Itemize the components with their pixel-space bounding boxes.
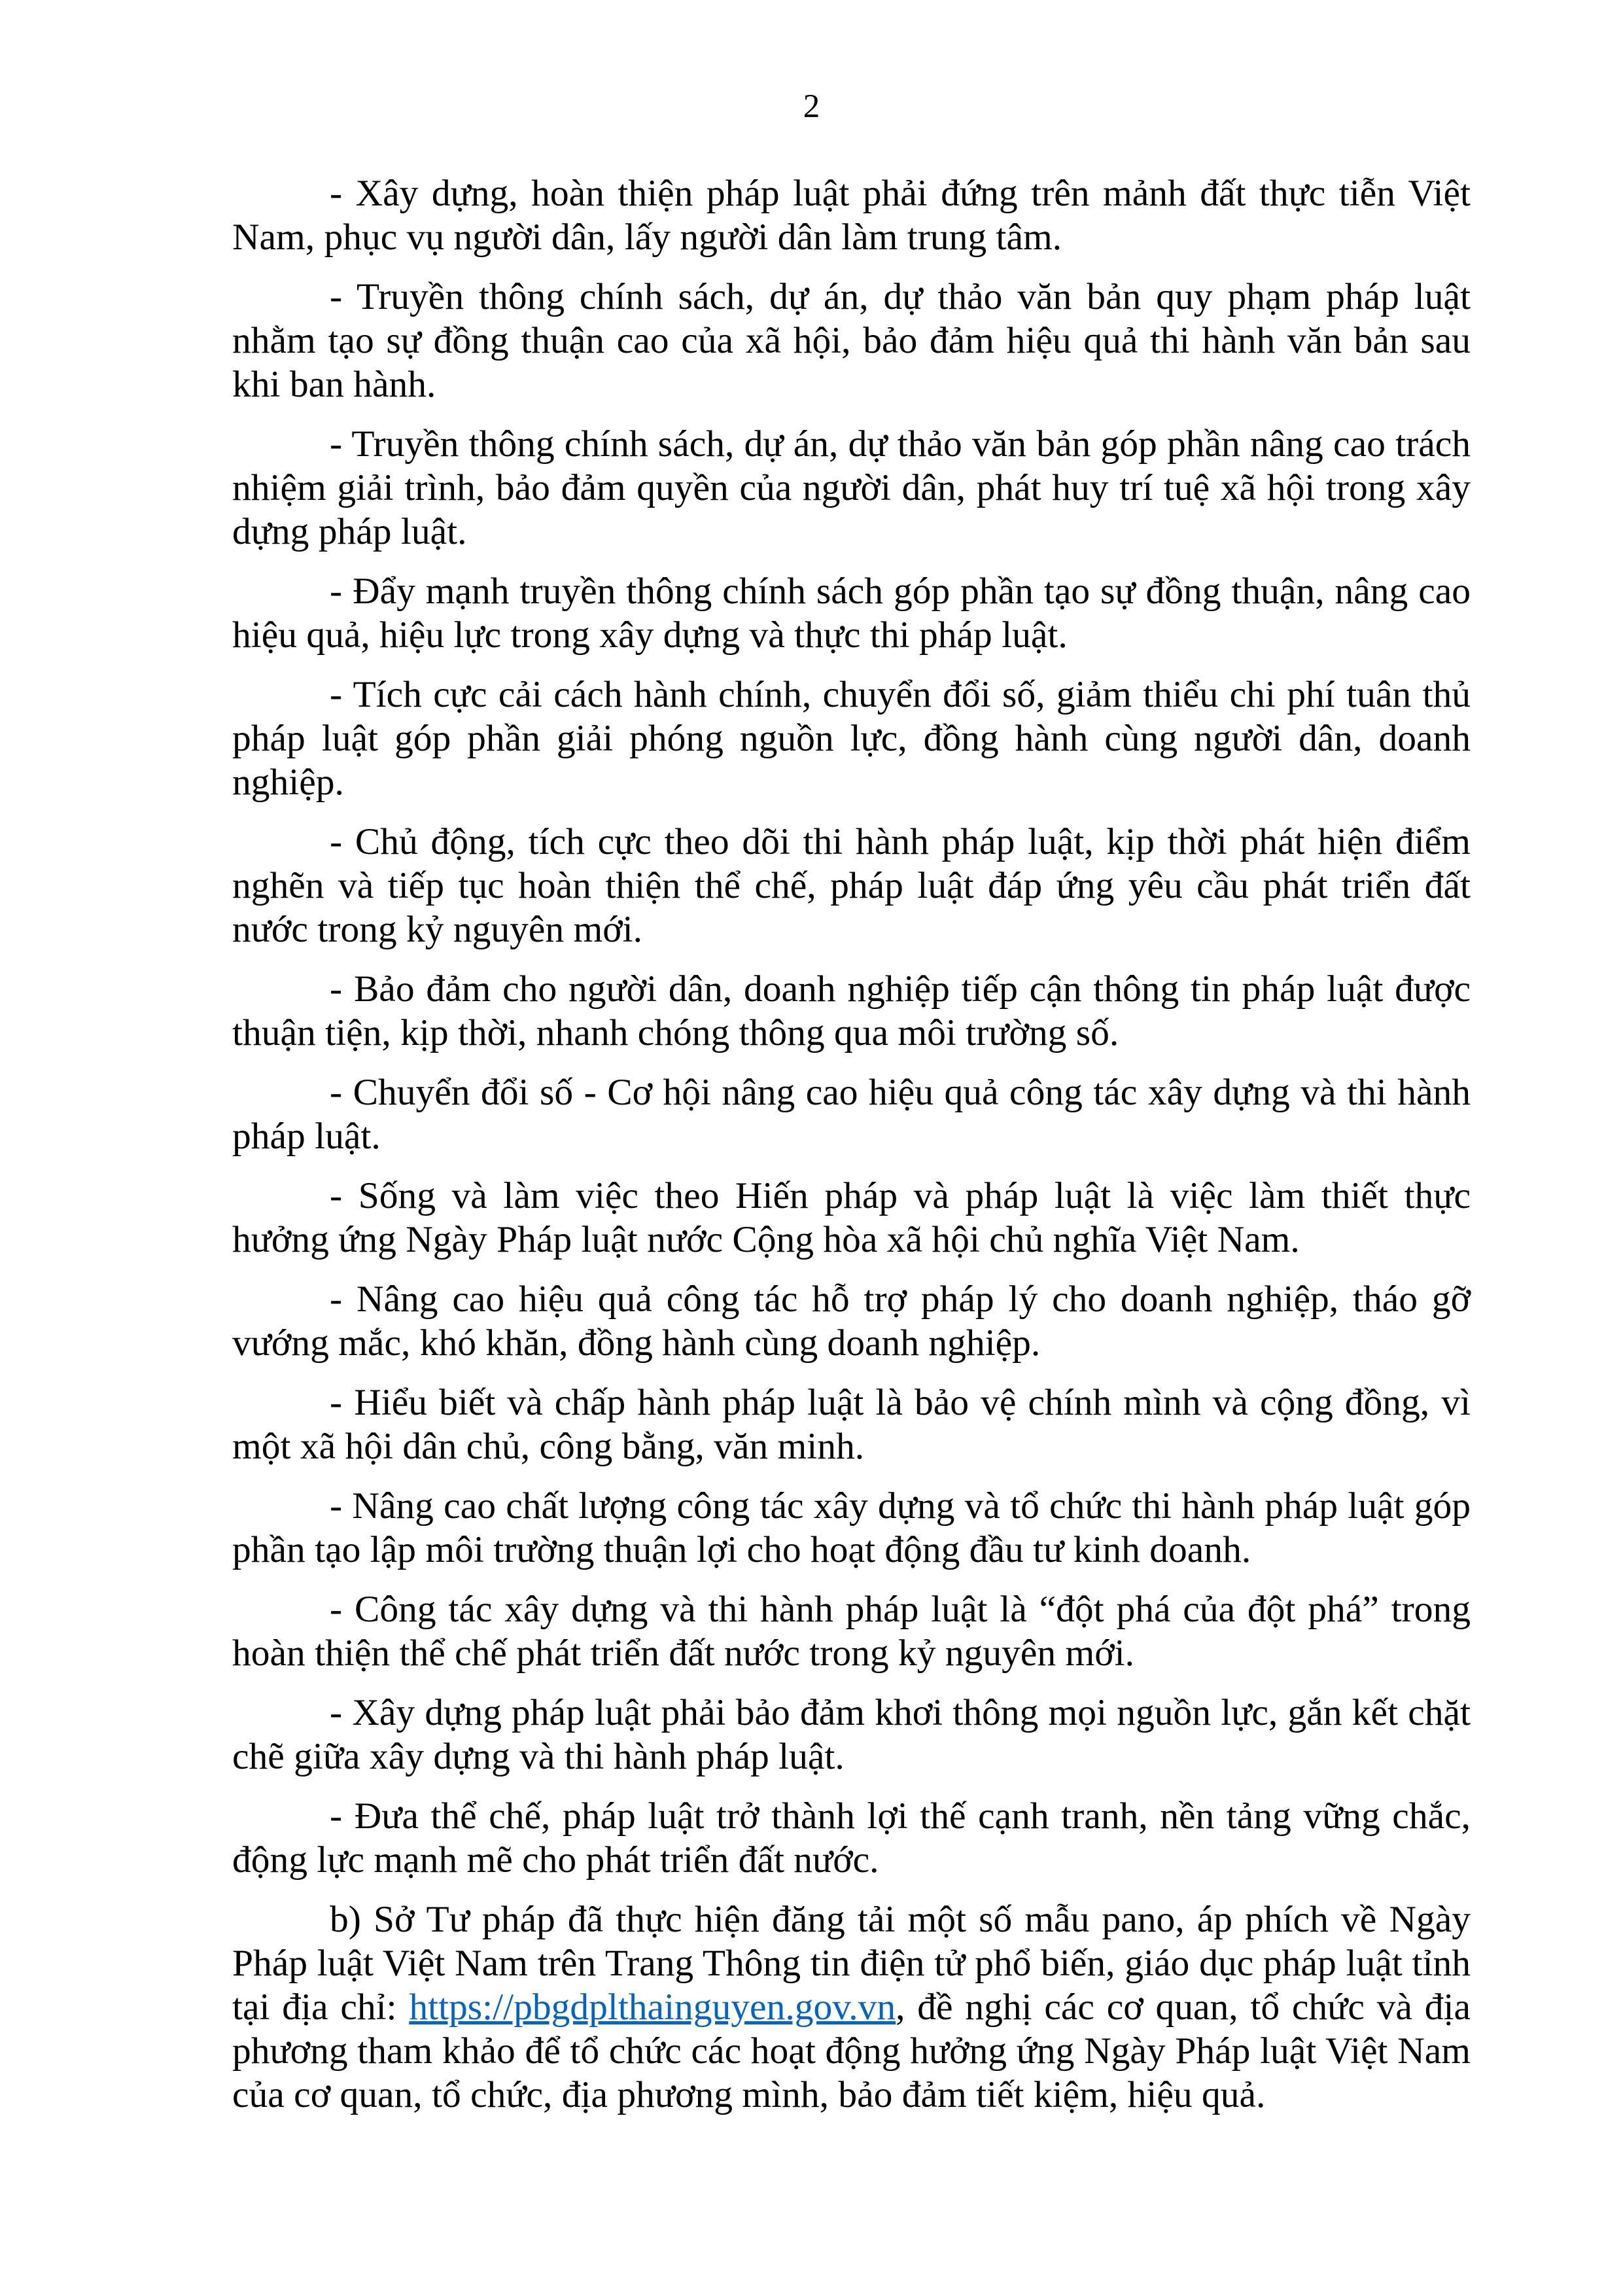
paragraph-3: - Truyền thông chính sách, dự án, dự thảo văn bản góp phần nâng cao trách nhiệm giải trình, bảo đảm quyền của người dân, phát huy trí tuệ xã hội trong xây dựng pháp luật. (232, 423, 1471, 552)
paragraph-1: - Xây dựng, hoàn thiện pháp luật phải đứng trên mảnh đất thực tiễn Việt Nam, phục vụ người dân, lấy người dân làm trung tâm. (232, 173, 1471, 258)
paragraph-7: - Bảo đảm cho người dân, doanh nghiệp tiếp cận thông tin pháp luật được thuận tiện, kịp thời, nhanh chóng thông qua môi trường số. (232, 968, 1471, 1053)
paragraph-5: - Tích cực cải cách hành chính, chuyển đổi số, giảm thiểu chi phí tuân thủ pháp luật góp phần giải phóng nguồn lực, đồng hành cùng người dân, doanh nghiệp. (232, 674, 1471, 803)
paragraph-2: - Truyền thông chính sách, dự án, dự thảo văn bản quy phạm pháp luật nhằm tạo sự đồng thuận cao của xã hội, bảo đảm hiệu quả thi hành văn bản sau khi ban hành. (232, 276, 1471, 405)
paragraph-12: - Nâng cao chất lượng công tác xây dựng và tổ chức thi hành pháp luật góp phần tạo lập môi trường thuận lợi cho hoạt động đầu tư kinh doanh. (232, 1485, 1471, 1570)
paragraph-4: - Đẩy mạnh truyền thông chính sách góp phần tạo sự đồng thuận, nâng cao hiệu quả, hiệu lực trong xây dựng và thực thi pháp luật. (232, 571, 1471, 656)
paragraph-6: - Chủ động, tích cực theo dõi thi hành pháp luật, kịp thời phát hiện điểm nghẽn và tiếp tục hoàn thiện thể chế, pháp luật đáp ứng yêu cầu phát triển đất nước trong kỷ nguyên mới. (232, 821, 1471, 950)
page-number: 2 (803, 88, 820, 125)
final-paragraph (232, 1898, 1471, 2117)
paragraph-8: - Chuyển đổi số - Cơ hội nâng cao hiệu quả công tác xây dựng và thi hành pháp luật. (232, 1072, 1471, 1157)
final-paragraph-intro: b) Sở Tư pháp đã thực hiện đăng tải một số mẫu pano, áp phích về Ngày Pháp luật Việt Nam trên Trang Thông tin điện tử phổ biến, giáo dục pháp luật tỉnh tại địa chỉ: (232, 1899, 1471, 2028)
website-link[interactable]: https://pbgdplthainguyen.gov.vn (409, 1987, 896, 2028)
paragraph-15: - Đưa thể chế, pháp luật trở thành lợi thế cạnh tranh, nền tảng vững chắc, động lực mạnh mẽ cho phát triển đất nước. (232, 1795, 1471, 1881)
document-body (232, 171, 1471, 2117)
paragraph-11: - Hiểu biết và chấp hành pháp luật là bảo vệ chính mình và cộng đồng, vì một xã hội dân chủ, công bằng, văn minh. (232, 1382, 1471, 1467)
paragraph-13: - Công tác xây dựng và thi hành pháp luật là “đột phá của đột phá” trong hoàn thiện thể chế phát triển đất nước trong kỷ nguyên mới. (232, 1589, 1471, 1674)
paragraph-9: - Sống và làm việc theo Hiến pháp và pháp luật là việc làm thiết thực hưởng ứng Ngày Pháp luật nước Cộng hòa xã hội chủ nghĩa Việt Nam. (232, 1175, 1471, 1260)
final-paragraph-outro: , đề nghị các cơ quan, tổ chức và địa phương tham khảo để tổ chức các hoạt động hưởng ứng Ngày Pháp luật Việt Nam của cơ quan, tổ chức, địa phương mình, bảo đảm tiết kiệm, hiệu quả. (232, 1987, 1471, 2115)
paragraph-14: - Xây dựng pháp luật phải bảo đảm khơi thông mọi nguồn lực, gắn kết chặt chẽ giữa xây dựng và thi hành pháp luật. (232, 1692, 1471, 1777)
paragraph-10: - Nâng cao hiệu quả công tác hỗ trợ pháp lý cho doanh nghiệp, tháo gỡ vướng mắc, khó khăn, đồng hành cùng doanh nghiệp. (232, 1279, 1471, 1364)
